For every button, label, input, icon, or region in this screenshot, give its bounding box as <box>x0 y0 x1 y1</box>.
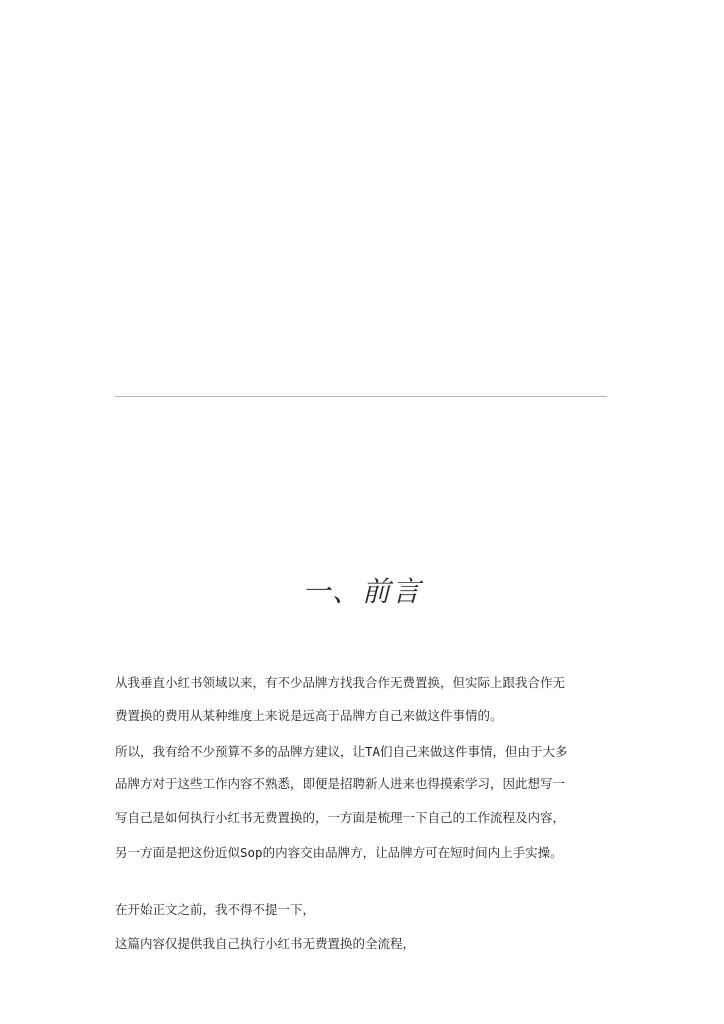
section-heading: 一、前言 <box>301 575 422 608</box>
body-text-line: 在开始正文之前，我不得不提一下， <box>115 902 316 917</box>
body-text-line: 另一方面是把这份近似Sop的内容交由品牌方，让品牌方可在短时间内上手实操。 <box>115 845 563 860</box>
body-text-line: 费置换的费用从某种维度上来说是远高于品牌方自己来做这件事情的。 <box>115 708 503 723</box>
section-divider <box>115 396 607 397</box>
body-text-line: 品牌方对于这些工作内容不熟悉，即便是招聘新人进来也得摸索学习，因此想写一 <box>115 776 566 791</box>
body-text-line: 所以，我有给不少预算不多的品牌方建议，让TA们自己来做这件事情，但由于大多 <box>115 744 568 759</box>
body-text-line: 写自己是如何执行小红书无费置换的，一方面是梳理一下自己的工作流程及内容， <box>115 810 566 825</box>
body-text-line: 这篇内容仅提供我自己执行小红书无费置换的全流程， <box>115 936 416 951</box>
body-text-line: 从我垂直小红书领域以来，有不少品牌方找我合作无费置换，但实际上跟我合作无 <box>115 675 566 690</box>
